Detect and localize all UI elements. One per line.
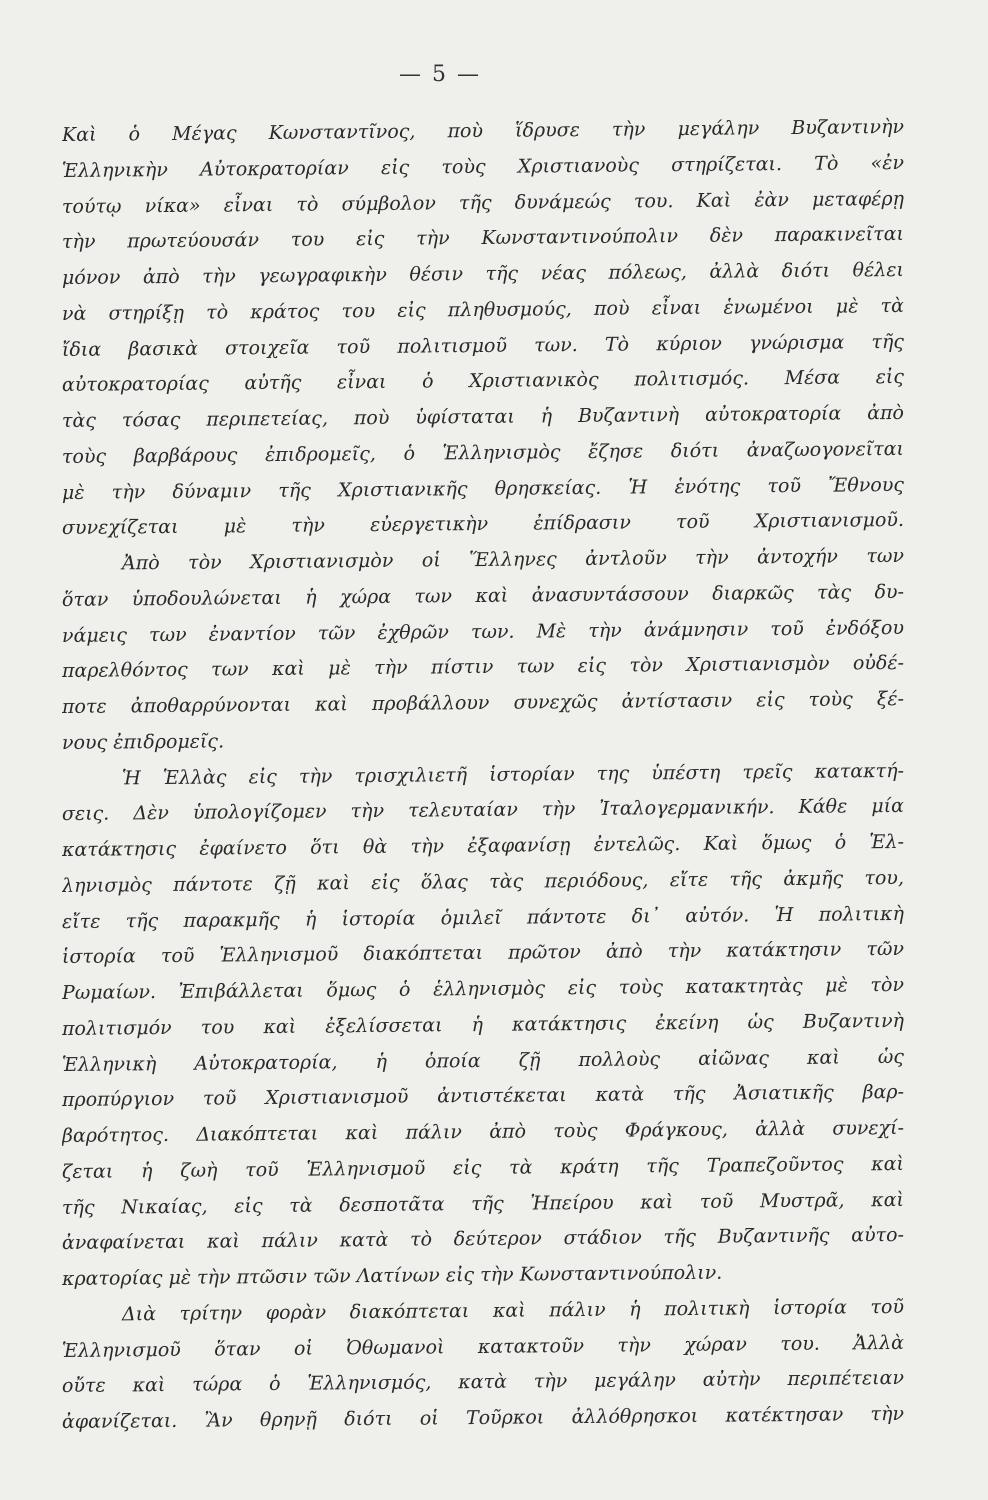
text-line: εἴτε τῆς παρακμῆς ἡ ἱστορία ὁμιλεῖ πάντοτε δι᾽ αὐτόν. Ἡ πολιτικὴ [61,902,905,933]
text-line: κατάκτησις ἐφαίνετο ὅτι θὰ τὴν ἐξαφανίσῃ ἐντελῶς. Καὶ ὅμως ὁ Ἑλ- [61,830,905,861]
text-line: αὐτοκρατορίας αὐτῆς εἶναι ὁ Χριστιανικὸς πολιτισμός. Μέσα εἰς [61,366,905,397]
text-line: συνεχίζεται μὲ τὴν εὐεργετικὴν ἐπίδρασιν τοῦ Χριστιανισμοῦ. [61,509,905,540]
text-line: τοὺς βαρβάρους ἐπιδρομεῖς, ὁ Ἑλληνισμὸς ἔζησε διότι ἀναζωογονεῖται [61,437,905,468]
text-line: Ἡ Ἑλλὰς εἰς τὴν τρισχιλιετῆ ἱστορίαν της ὑπέστη τρεῖς κατακτή- [121,759,905,789]
text-line: ἱστορία τοῦ Ἑλληνισμοῦ διακόπτεται πρῶτον ἀπὸ τὴν κατάκτησιν τῶν [61,938,905,969]
text-line: τὰς τόσας περιπετείας, ποὺ ὑφίσταται ἡ Βυζαντινὴ αὐτοκρατορία ἀπὸ [61,401,905,432]
body-text [61,115,905,1441]
text-line: ἴδια βασικὰ στοιχεῖα τοῦ πολιτισμοῦ των. Τὸ κύριον γνώρισμα τῆς [61,330,905,361]
page-number: — 5 — [399,62,481,87]
text-line: κρατορίας μὲ τὴν πτῶσιν τῶν Λατίνων εἰς τὴν Κωνσταντινούπολιν. [61,1261,723,1290]
text-line: παρελθόντος των καὶ μὲ τὴν πίστιν των εἰς τὸν Χριστιανισμὸν οὐδέ- [61,652,905,683]
text-line: Ἑλληνισμοῦ ὅταν οἱ Ὀθωμανοὶ κατακτοῦν τὴν χώραν του. Ἀλλὰ [61,1331,905,1362]
text-line: Ἑλληνικὴν Αὐτοκρατορίαν εἰς τοὺς Χριστιανοὺς στηρίζεται. Τὸ «ἐν [61,151,905,182]
text-line: ἀναφαίνεται καὶ πάλιν κατὰ τὸ δεύτερον στάδιον τῆς Βυζαντινῆς αὐτο- [61,1224,905,1255]
text-line: Διὰ τρίτην φορὰν διακόπτεται καὶ πάλιν ἡ πολιτικὴ ἱστορία τοῦ [121,1295,905,1326]
text-line: ποτε ἀποθαρρύνονται καὶ προβάλλουν συνεχῶς ἀντίστασιν εἰς τοὺς ξέ- [61,687,905,718]
text-line: ζεται ἡ ζωὴ τοῦ Ἑλληνισμοῦ εἰς τὰ κράτη τῆς Τραπεζοῦντος καὶ [61,1152,905,1183]
text-line: νάμεις των ἐναντίον τῶν ἐχθρῶν των. Μὲ τὴν ἀνάμνησιν τοῦ ἐνδόξου [61,616,905,647]
text-line: Ρωμαίων. Ἐπιβάλλεται ὅμως ὁ ἑλληνισμὸς εἰς τοὺς κατακτητὰς μὲ τὸν [61,973,905,1004]
text-line: ἀφανίζεται. Ἂν θρηνῇ διότι οἱ Τοῦρκοι ἀλλόθρησκοι κατέκτησαν τὴν [61,1402,905,1433]
text-line: ὅταν ὑποδουλώνεται ἡ χώρα των καὶ ἀνασυντάσσουν διαρκῶς τὰς δυ- [61,580,905,611]
text-line: νους ἐπιδρομεῖς. [61,730,225,754]
text-line: οὔτε καὶ τώρα ὁ Ἑλληνισμός, κατὰ τὴν μεγάλην αὐτὴν περιπέτειαν [61,1367,905,1398]
text-line: τὴν πρωτεύουσάν του εἰς τὴν Κωνσταντινούπολιν δὲν παρακινεῖται [61,223,905,254]
text-line: πολιτισμόν του καὶ ἐξελίσσεται ἡ κατάκτησις ἐκείνη ὡς Βυζαντινὴ [61,1009,905,1040]
text-line: Καὶ ὁ Μέγας Κωνσταντῖνος, ποὺ ἵδρυσε τὴν μεγάλην Βυζαντινὴν [61,115,905,146]
text-line: μὲ τὴν δύναμιν τῆς Χριστιανικῆς θρησκείας. Ἡ ἑνότης τοῦ Ἔθνους [61,473,905,504]
text-line: βαρότητος. Διακόπτεται καὶ πάλιν ἀπὸ τοὺς Φράγκους, ἀλλὰ συνεχί- [61,1116,905,1147]
text-line: σεις. Δὲν ὑπολογίζομεν τὴν τελευταίαν τὴν Ἰταλογερμανικήν. Κάθε μία [61,795,905,826]
text-line: προπύργιον τοῦ Χριστιανισμοῦ ἀντιστέκεται κατὰ τῆς Ἀσιατικῆς βαρ- [61,1081,905,1112]
text-line: τούτῳ νίκα» εἶναι τὸ σύμβολον τῆς δυνάμεώς του. Καὶ ἐὰν μεταφέρῃ [61,187,905,218]
text-line: Ἀπὸ τὸν Χριστιανισμὸν οἱ Ἕλληνες ἀντλοῦν τὴν ἀντοχήν των [121,544,905,575]
text-line: Ἑλληνικὴ Αὐτοκρατορία, ἡ ὁποία ζῇ πολλοὺς αἰῶνας καὶ ὡς [61,1045,905,1076]
text-line: μόνον ἀπὸ τὴν γεωγραφικὴν θέσιν τῆς νέας πόλεως, ἀλλὰ διότι θέλει [61,258,905,289]
text-line: νὰ στηρίξῃ τὸ κράτος του εἰς πληθυσμούς, ποὺ εἶναι ἑνωμένοι μὲ τὰ [61,294,905,325]
text-line: ληνισμὸς πάντοτε ζῇ καὶ εἰς ὅλας τὰς περιόδους, εἴτε τῆς ἀκμῆς του, [61,866,905,897]
text-line: τῆς Νικαίας, εἰς τὰ δεσποτᾶτα τῆς Ἠπείρου καὶ τοῦ Μυστρᾶ, καὶ [61,1188,905,1219]
